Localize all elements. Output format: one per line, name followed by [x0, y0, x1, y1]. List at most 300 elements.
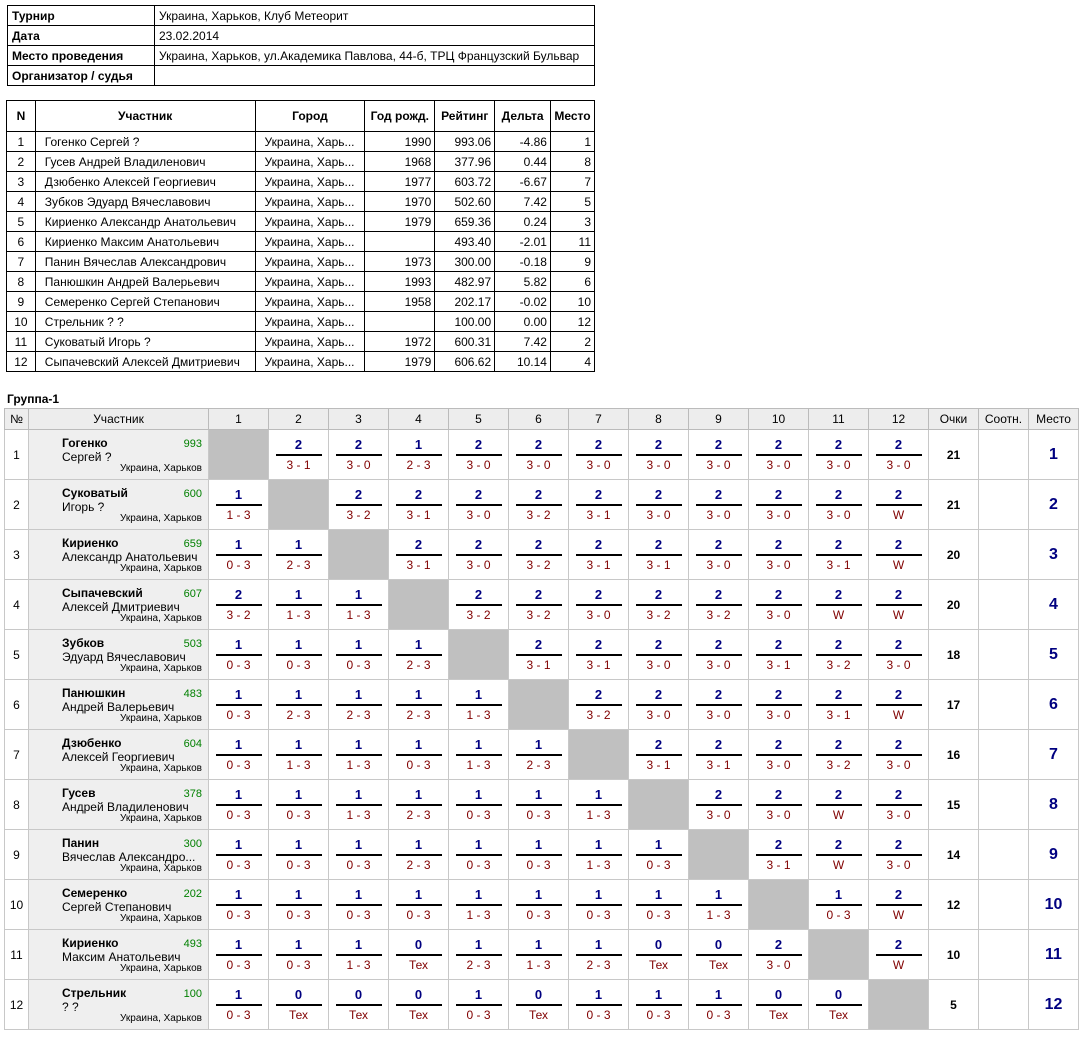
match-score: 2 - 3 [286, 557, 311, 572]
info-value: Украина, Харьков, Клуб Метеорит [155, 6, 595, 26]
ratio [979, 680, 1029, 730]
match-points: 1 [654, 986, 663, 1002]
table-cell: -2.01 [495, 232, 551, 252]
match-score: 3 - 1 [406, 557, 431, 572]
divider [816, 854, 862, 856]
info-row [8, 46, 595, 66]
match-cell [749, 580, 809, 630]
divider [396, 504, 442, 506]
match-cell [269, 830, 329, 880]
match-points: 2 [774, 786, 783, 802]
table-cell: Дзюбенко Алексей Георгиевич [35, 172, 255, 192]
player-city: Украина, Харьков [120, 813, 202, 824]
self-cell [749, 880, 809, 930]
divider [336, 604, 382, 606]
divider [816, 704, 862, 706]
match-points: 2 [654, 636, 663, 652]
divider [636, 554, 682, 556]
player-rating: 493 [183, 938, 202, 950]
divider [816, 904, 862, 906]
divider [816, 804, 862, 806]
match-points: 1 [234, 536, 243, 552]
match-cell [869, 480, 929, 530]
table-row [7, 212, 595, 232]
match-cell [809, 630, 869, 680]
divider [816, 604, 862, 606]
player-city: Украина, Харьков [120, 763, 202, 774]
match-points: 0 [294, 986, 303, 1002]
match-points: 2 [594, 636, 603, 652]
player-name: Сергей Степанович [62, 900, 172, 914]
match-points: 1 [294, 536, 303, 552]
table-row [5, 930, 1079, 980]
divider [636, 904, 682, 906]
divider [636, 704, 682, 706]
match-cell [869, 830, 929, 880]
match-cell [809, 530, 869, 580]
table-cell: 1990 [365, 132, 435, 152]
table-cell: Украина, Харь... [255, 252, 365, 272]
player-cell [29, 780, 209, 830]
divider [876, 704, 922, 706]
ratio [979, 730, 1029, 780]
match-points: 2 [654, 736, 663, 752]
divider [456, 1004, 502, 1006]
match-cell [629, 730, 689, 780]
divider [636, 454, 682, 456]
final-place: 12 [1029, 980, 1079, 1030]
match-points: 1 [474, 836, 483, 852]
match-cell [509, 980, 569, 1030]
match-score: 3 - 0 [466, 557, 491, 572]
divider [876, 954, 922, 956]
match-score: 3 - 0 [766, 757, 791, 772]
match-cell [209, 730, 269, 780]
match-score: 3 - 0 [826, 457, 851, 472]
player-city: Украина, Харьков [120, 963, 202, 974]
match-cell [329, 680, 389, 730]
player-cell [29, 630, 209, 680]
group-title: Группа-1 [7, 392, 60, 406]
match-score: 3 - 0 [826, 507, 851, 522]
row-number: 4 [5, 580, 29, 630]
divider [216, 704, 262, 706]
player-rating: 604 [183, 738, 202, 750]
table-cell: Украина, Харь... [255, 312, 365, 332]
match-cell [389, 880, 449, 930]
player-surname: Семеренко [62, 886, 128, 900]
divider [816, 554, 862, 556]
ratio [979, 480, 1029, 530]
match-cell [329, 980, 389, 1030]
divider [336, 1004, 382, 1006]
match-cell [809, 680, 869, 730]
divider [696, 604, 742, 606]
match-score: 3 - 2 [706, 607, 731, 622]
table-cell: 1993 [365, 272, 435, 292]
table-cell: Украина, Харь... [255, 172, 365, 192]
table-cell: 6 [7, 232, 36, 252]
table-cell: Кириенко Максим Анатольевич [35, 232, 255, 252]
match-cell [269, 580, 329, 630]
match-score: 3 - 1 [706, 757, 731, 772]
column-header: 5 [449, 409, 509, 430]
player-city: Украина, Харьков [120, 913, 202, 924]
table-cell: 5 [7, 212, 36, 232]
total-points: 10 [929, 930, 979, 980]
match-score: 1 - 3 [466, 907, 491, 922]
self-cell [209, 430, 269, 480]
total-points: 15 [929, 780, 979, 830]
divider [516, 804, 562, 806]
player-surname: Стрельник [62, 986, 127, 1000]
match-cell [569, 480, 629, 530]
match-points: 1 [594, 786, 603, 802]
self-cell [449, 630, 509, 680]
total-points: 14 [929, 830, 979, 880]
match-cell [869, 430, 929, 480]
divider [876, 554, 922, 556]
match-score: 1 - 3 [226, 507, 251, 522]
player-rating: 100 [183, 988, 202, 1000]
divider [456, 504, 502, 506]
player-surname: Суковатый [62, 486, 128, 500]
match-cell [809, 880, 869, 930]
match-score: 2 - 3 [406, 707, 431, 722]
divider [336, 454, 382, 456]
match-cell [569, 680, 629, 730]
match-cell [689, 930, 749, 980]
match-points: 1 [534, 886, 543, 902]
match-points: 2 [894, 936, 903, 952]
match-points: 1 [234, 486, 243, 502]
table-row [5, 880, 1079, 930]
info-row [8, 6, 595, 26]
match-score: 3 - 0 [706, 657, 731, 672]
player-rating: 503 [183, 638, 202, 650]
match-cell [449, 680, 509, 730]
match-cell [869, 880, 929, 930]
total-points: 20 [929, 530, 979, 580]
match-score: 0 - 3 [706, 1007, 731, 1022]
divider [456, 604, 502, 606]
divider [576, 904, 622, 906]
divider [696, 504, 742, 506]
table-cell: 482.97 [435, 272, 495, 292]
match-score: 3 - 1 [586, 657, 611, 672]
divider [516, 454, 562, 456]
match-cell [209, 630, 269, 680]
divider [696, 904, 742, 906]
divider [636, 604, 682, 606]
row-number: 12 [5, 980, 29, 1030]
match-score: 2 - 3 [466, 957, 491, 972]
match-points: 2 [234, 586, 243, 602]
match-score: 3 - 2 [586, 707, 611, 722]
ratio [979, 880, 1029, 930]
match-points: 1 [234, 886, 243, 902]
info-row [8, 66, 595, 86]
divider [756, 604, 802, 606]
match-score: 0 - 3 [286, 807, 311, 822]
table-cell: 1958 [365, 292, 435, 312]
match-points: 2 [594, 486, 603, 502]
match-cell [329, 930, 389, 980]
divider [396, 904, 442, 906]
match-score: 3 - 0 [706, 557, 731, 572]
match-score: 3 - 0 [706, 457, 731, 472]
match-points: 0 [414, 986, 423, 1002]
match-cell [269, 530, 329, 580]
player-name: Вячеслав Александро... [62, 850, 196, 864]
match-cell [749, 730, 809, 780]
match-points: 1 [474, 886, 483, 902]
divider [636, 1004, 682, 1006]
match-score: 3 - 2 [226, 607, 251, 622]
divider [696, 954, 742, 956]
match-score: 3 - 0 [886, 657, 911, 672]
divider [696, 454, 742, 456]
row-number: 10 [5, 880, 29, 930]
match-points: 2 [774, 686, 783, 702]
info-value [155, 66, 595, 86]
match-score: W [892, 557, 905, 572]
match-points: 2 [834, 736, 843, 752]
match-score: 0 - 3 [286, 907, 311, 922]
match-score: 0 - 3 [286, 957, 311, 972]
match-score: 3 - 2 [526, 507, 551, 522]
table-row [7, 292, 595, 312]
match-cell [449, 930, 509, 980]
table-cell: Украина, Харь... [255, 352, 365, 372]
match-points: 2 [894, 736, 903, 752]
match-score: 3 - 0 [766, 957, 791, 972]
match-score: 3 - 0 [646, 507, 671, 522]
match-points: 1 [294, 586, 303, 602]
match-cell [269, 780, 329, 830]
match-points: 2 [474, 436, 483, 452]
table-cell: 4 [550, 352, 594, 372]
divider [516, 1004, 562, 1006]
match-score: 3 - 0 [706, 507, 731, 522]
player-cell [29, 480, 209, 530]
match-points: 1 [534, 836, 543, 852]
player-name: Андрей Валерьевич [62, 700, 175, 714]
divider [756, 804, 802, 806]
match-cell [689, 780, 749, 830]
self-cell [389, 580, 449, 630]
match-points: 1 [414, 736, 423, 752]
table-cell: 1 [7, 132, 36, 152]
divider [696, 654, 742, 656]
divider [576, 604, 622, 606]
match-points: 1 [294, 936, 303, 952]
table-row [7, 352, 595, 372]
match-score: 3 - 2 [346, 507, 371, 522]
divider [576, 554, 622, 556]
table-cell: Кириенко Александр Анатольевич [35, 212, 255, 232]
match-score: 0 - 3 [466, 807, 491, 822]
match-points: 2 [714, 686, 723, 702]
match-score: Тех [288, 1007, 309, 1022]
match-cell [209, 930, 269, 980]
match-score: Тех [528, 1007, 549, 1022]
match-cell [449, 580, 509, 630]
table-cell: Гогенко Сергей ? [35, 132, 255, 152]
table-cell: 10 [7, 312, 36, 332]
match-points: 2 [774, 586, 783, 602]
match-cell [809, 480, 869, 530]
participants-table [6, 100, 595, 372]
divider [576, 854, 622, 856]
divider [276, 1004, 322, 1006]
column-header: N [7, 101, 36, 132]
table-row [5, 580, 1079, 630]
match-cell [509, 880, 569, 930]
table-cell: 7 [7, 252, 36, 272]
final-place: 11 [1029, 930, 1079, 980]
info-row [8, 26, 595, 46]
match-cell [749, 780, 809, 830]
table-cell [365, 232, 435, 252]
match-score: 2 - 3 [406, 657, 431, 672]
divider [816, 504, 862, 506]
table-cell: 1 [550, 132, 594, 152]
match-cell [389, 780, 449, 830]
match-cell [209, 580, 269, 630]
divider [396, 954, 442, 956]
match-score: Тех [828, 1007, 849, 1022]
player-surname: Панин [62, 836, 100, 850]
match-points: 1 [594, 886, 603, 902]
divider [216, 604, 262, 606]
match-score: W [892, 707, 905, 722]
match-score: 3 - 0 [766, 807, 791, 822]
table-cell: 12 [7, 352, 36, 372]
table-cell: 1979 [365, 352, 435, 372]
divider [396, 854, 442, 856]
match-score: 0 - 3 [466, 857, 491, 872]
match-points: 2 [714, 486, 723, 502]
match-score: 0 - 3 [826, 907, 851, 922]
divider [396, 804, 442, 806]
row-number: 2 [5, 480, 29, 530]
match-points: 1 [654, 836, 663, 852]
match-points: 2 [894, 586, 903, 602]
match-points: 2 [834, 636, 843, 652]
match-points: 2 [414, 486, 423, 502]
divider [756, 1004, 802, 1006]
table-cell: 2 [550, 332, 594, 352]
match-score: 0 - 3 [226, 1007, 251, 1022]
column-header: 8 [629, 409, 689, 430]
match-score: W [892, 907, 905, 922]
divider [756, 454, 802, 456]
match-cell [749, 430, 809, 480]
match-points: 1 [294, 736, 303, 752]
final-place: 1 [1029, 430, 1079, 480]
total-points: 17 [929, 680, 979, 730]
match-points: 1 [234, 686, 243, 702]
divider [756, 954, 802, 956]
table-cell: Украина, Харь... [255, 332, 365, 352]
match-cell [749, 980, 809, 1030]
match-points: 1 [354, 686, 363, 702]
self-cell [809, 930, 869, 980]
column-header: Рейтинг [435, 101, 495, 132]
ratio [979, 630, 1029, 680]
table-row [5, 430, 1079, 480]
divider [276, 704, 322, 706]
player-name: ? ? [62, 1000, 79, 1014]
table-cell: 1979 [365, 212, 435, 232]
match-cell [689, 880, 749, 930]
match-score: 3 - 0 [766, 507, 791, 522]
match-cell [629, 880, 689, 930]
match-cell [869, 680, 929, 730]
divider [876, 604, 922, 606]
match-score: 0 - 3 [346, 857, 371, 872]
table-row [7, 172, 595, 192]
column-header: 6 [509, 409, 569, 430]
player-city: Украина, Харьков [120, 463, 202, 474]
player-surname: Гогенко [62, 436, 108, 450]
player-rating: 659 [183, 538, 202, 550]
match-points: 2 [534, 586, 543, 602]
match-cell [509, 730, 569, 780]
table-cell: 603.72 [435, 172, 495, 192]
match-points: 2 [894, 536, 903, 552]
match-cell [749, 530, 809, 580]
match-score: Тех [648, 957, 669, 972]
match-points: 2 [414, 536, 423, 552]
match-points: 0 [774, 986, 783, 1002]
table-cell: -0.18 [495, 252, 551, 272]
match-points: 1 [414, 686, 423, 702]
match-score: 0 - 3 [226, 557, 251, 572]
divider [636, 754, 682, 756]
table-cell: 10 [550, 292, 594, 312]
match-cell [209, 480, 269, 530]
table-cell: 377.96 [435, 152, 495, 172]
table-row [7, 152, 595, 172]
table-cell: Сыпачевский Алексей Дмитриевич [35, 352, 255, 372]
table-row [5, 630, 1079, 680]
match-cell [689, 980, 749, 1030]
total-points: 16 [929, 730, 979, 780]
match-cell [689, 730, 749, 780]
divider [216, 754, 262, 756]
table-row [7, 252, 595, 272]
match-score: Тех [768, 1007, 789, 1022]
match-score: W [832, 607, 845, 622]
table-row [7, 192, 595, 212]
match-points: 2 [714, 736, 723, 752]
divider [336, 754, 382, 756]
player-surname: Дзюбенко [62, 736, 122, 750]
match-points: 1 [594, 836, 603, 852]
match-cell [509, 930, 569, 980]
match-cell [809, 980, 869, 1030]
match-score: 3 - 1 [646, 557, 671, 572]
match-cell [449, 730, 509, 780]
match-score: 3 - 0 [886, 457, 911, 472]
table-cell: Украина, Харь... [255, 232, 365, 252]
divider [336, 654, 382, 656]
match-cell [749, 480, 809, 530]
row-number: 3 [5, 530, 29, 580]
divider [216, 554, 262, 556]
